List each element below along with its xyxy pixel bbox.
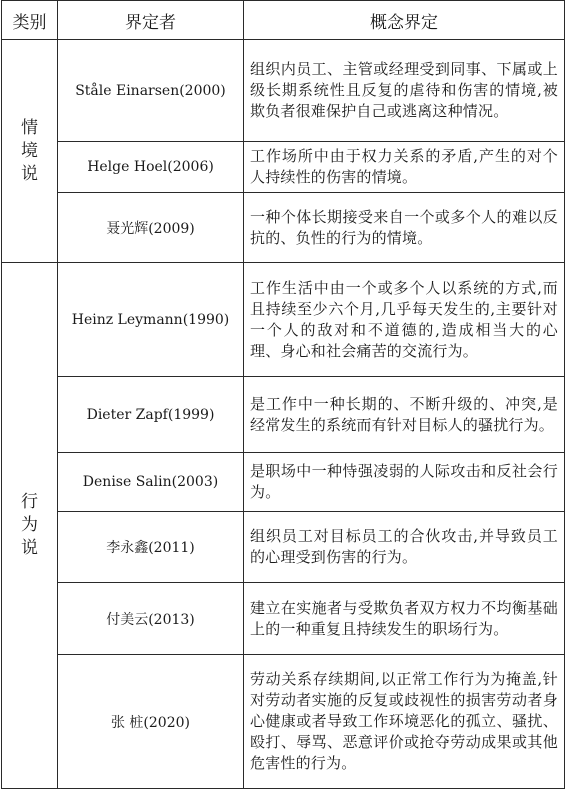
definition-cell: 工作场所中由于权力关系的矛盾,产生的对个人持续性的伤害的情境。: [244, 142, 565, 193]
category-cell: [2, 263, 58, 789]
header-row: [2, 1, 565, 40]
table-row: [2, 453, 565, 512]
table-row: [2, 142, 565, 193]
author-cell: Denise Salin(2003): [58, 453, 244, 512]
header-author: 界定者: [58, 1, 244, 40]
category-cell: [2, 40, 58, 263]
author-cell: 张 桩(2020): [58, 655, 244, 789]
category-label: 情境说: [21, 117, 38, 184]
definitions-table: [1, 0, 565, 789]
table-row: [2, 263, 565, 377]
author-cell: 李永鑫(2011): [58, 512, 244, 583]
author-cell: 聂光辉(2009): [58, 193, 244, 263]
author-cell: 付美云(2013): [58, 583, 244, 655]
table-row: [2, 512, 565, 583]
table-row: [2, 583, 565, 655]
category-label: 行为说: [21, 492, 38, 558]
table-row: [2, 40, 565, 142]
table-row: [2, 655, 565, 789]
definition-cell: 建立在实施者与受欺负者双方权力不均衡基础上的一种重复且持续发生的职场行为。: [244, 583, 565, 655]
header-category: 类别: [2, 1, 58, 40]
definition-cell: 组织员工对目标员工的合伙攻击,并导致员工的心理受到伤害的行为。: [244, 512, 565, 583]
definition-cell: 组织内员工、主管或经理受到同事、下属或上级长期系统性且反复的虐待和伤害的情境,被欺负者很难保护自己或逃离这种情况。: [244, 40, 565, 142]
header-definition: 概念界定: [244, 1, 565, 40]
author-cell: Heinz Leymann(1990): [58, 263, 244, 377]
definition-cell: 工作生活中由一个或多个人以系统的方式,而且持续至少六个月,几乎每天发生的,主要针对一个人的敌对和不道德的,造成相当大的心理、身心和社会痛苦的交流行为。: [244, 263, 565, 377]
definition-cell: 是工作中一种长期的、不断升级的、冲突,是经常发生的系统而有针对目标人的骚扰行为。: [244, 377, 565, 453]
author-cell: Dieter Zapf(1999): [58, 377, 244, 453]
definition-cell: 是职场中一种恃强凌弱的人际攻击和反社会行为。: [244, 453, 565, 512]
author-cell: Helge Hoel(2006): [58, 142, 244, 193]
definition-cell: 劳动关系存续期间,以正常工作行为为掩盖,针对劳动者实施的反复或歧视性的损害劳动者身心健康或者导致工作环境恶化的孤立、骚扰、殴打、辱骂、恶意评价或抢夺劳动成果或其他危害性的行为。: [244, 655, 565, 789]
author-cell: Ståle Einarsen(2000): [58, 40, 244, 142]
table-row: [2, 193, 565, 263]
definition-cell: 一种个体长期接受来自一个或多个人的难以反抗的、负性的行为的情境。: [244, 193, 565, 263]
table-row: [2, 377, 565, 453]
